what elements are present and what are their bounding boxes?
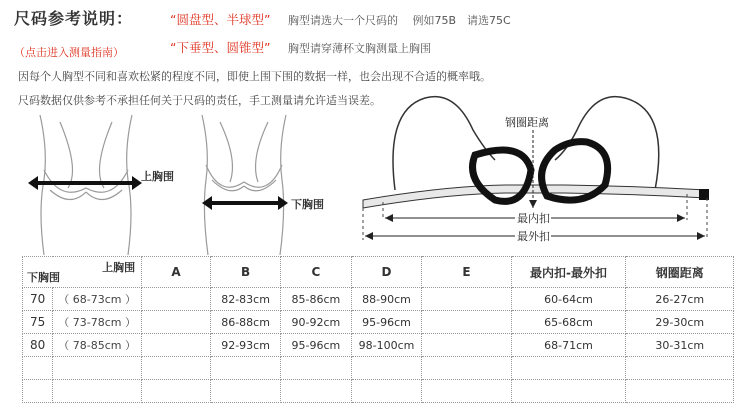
table-corner-header bbox=[23, 257, 142, 288]
column-header-c: C bbox=[281, 257, 351, 288]
table-header-row bbox=[23, 257, 734, 288]
cell-d bbox=[351, 357, 422, 380]
cell-a bbox=[142, 334, 211, 357]
under-bust-range bbox=[53, 357, 142, 380]
under-bust-range: （ 78-85cm ） bbox=[53, 334, 142, 357]
cell-wire-distance: 29-30cm bbox=[626, 311, 734, 334]
cell-d: 88-90cm bbox=[351, 288, 422, 311]
under-bust-figure bbox=[190, 110, 295, 260]
cell-c: 90-92cm bbox=[281, 311, 351, 334]
column-header-b: B bbox=[210, 257, 280, 288]
band-size bbox=[23, 357, 53, 380]
table-row bbox=[23, 334, 734, 357]
cell-d: 95-96cm bbox=[351, 311, 422, 334]
band-size: 80 bbox=[23, 334, 53, 357]
table-row bbox=[23, 311, 734, 334]
note-fit: 因每个人胸型不同和喜欢松紧的程度不同，即使上围下围的数据一样，也会出现不合适的概率哦。 bbox=[18, 70, 491, 83]
shape-advice-round: 胸型请选大一个尺码的 例如75B 请选75C bbox=[288, 14, 511, 27]
page-title: 尺码参考说明： bbox=[14, 9, 134, 28]
cell-wire-distance: 30-31cm bbox=[626, 334, 734, 357]
under-bust-range: （ 73-78cm ） bbox=[53, 311, 142, 334]
cell-e bbox=[422, 334, 511, 357]
cell-e bbox=[422, 311, 511, 334]
cell-e bbox=[422, 380, 511, 403]
band-size: 75 bbox=[23, 311, 53, 334]
column-header-wire-distance: 钢圈距离 bbox=[626, 257, 734, 288]
cell-b bbox=[210, 357, 280, 380]
outermost-hook-label: 最外扣 bbox=[517, 230, 550, 243]
cell-hook-range bbox=[511, 357, 626, 380]
cell-hook-range: 68-71cm bbox=[511, 334, 626, 357]
cell-a bbox=[142, 311, 211, 334]
upper-bust-figure bbox=[20, 110, 165, 260]
cell-a bbox=[142, 380, 211, 403]
under-bust-range: （ 68-73cm ） bbox=[53, 288, 142, 311]
cell-hook-range: 65-68cm bbox=[511, 311, 626, 334]
size-chart-table bbox=[22, 256, 734, 403]
cell-c: 85-86cm bbox=[281, 288, 351, 311]
under-bust-label: 下胸围 bbox=[291, 198, 324, 211]
under-bust-range bbox=[53, 380, 142, 403]
cell-hook-range bbox=[511, 380, 626, 403]
cell-e bbox=[422, 288, 511, 311]
cell-d bbox=[351, 380, 422, 403]
column-header-d: D bbox=[351, 257, 422, 288]
measurement-guide-link[interactable]: （点击进入测量指南） bbox=[14, 46, 124, 59]
note-disclaimer: 尺码数据仅供参考不承担任何关于尺码的责任，手工测量请允许适当误差。 bbox=[18, 94, 381, 107]
shape-types-round: “圆盘型、半球型” bbox=[170, 12, 271, 27]
cell-wire-distance bbox=[626, 357, 734, 380]
cell-wire-distance: 26-27cm bbox=[626, 288, 734, 311]
upper-bust-label: 上胸围 bbox=[141, 170, 174, 183]
shape-advice-drooping: 胸型请穿薄杯文胸测量上胸围 bbox=[288, 42, 431, 55]
cell-a bbox=[142, 288, 211, 311]
innermost-hook-label: 最内扣 bbox=[517, 212, 550, 225]
cell-c bbox=[281, 380, 351, 403]
band-size bbox=[23, 380, 53, 403]
cell-wire-distance bbox=[626, 380, 734, 403]
column-header-hook-range: 最内扣-最外扣 bbox=[511, 257, 626, 288]
cell-a bbox=[142, 357, 211, 380]
table-row bbox=[23, 380, 734, 403]
cell-c: 95-96cm bbox=[281, 334, 351, 357]
cell-b: 92-93cm bbox=[210, 334, 280, 357]
column-header-a: A bbox=[142, 257, 211, 288]
cell-b: 82-83cm bbox=[210, 288, 280, 311]
cell-d: 98-100cm bbox=[351, 334, 422, 357]
cell-e bbox=[422, 357, 511, 380]
corner-upper-bust: 上胸围 bbox=[102, 261, 136, 274]
shape-types-drooping: “下垂型、圆锥型” bbox=[170, 40, 271, 55]
cell-c bbox=[281, 357, 351, 380]
corner-under-bust: 下胸围 bbox=[27, 271, 60, 284]
bra-measurement-diagram bbox=[355, 90, 725, 255]
column-header-e: E bbox=[422, 257, 511, 288]
table-row bbox=[23, 288, 734, 311]
cell-hook-range: 60-64cm bbox=[511, 288, 626, 311]
wire-distance-label: 钢圈距离 bbox=[505, 116, 549, 129]
cell-b: 86-88cm bbox=[210, 311, 280, 334]
band-size: 70 bbox=[23, 288, 53, 311]
cell-b bbox=[210, 380, 280, 403]
table-row bbox=[23, 357, 734, 380]
